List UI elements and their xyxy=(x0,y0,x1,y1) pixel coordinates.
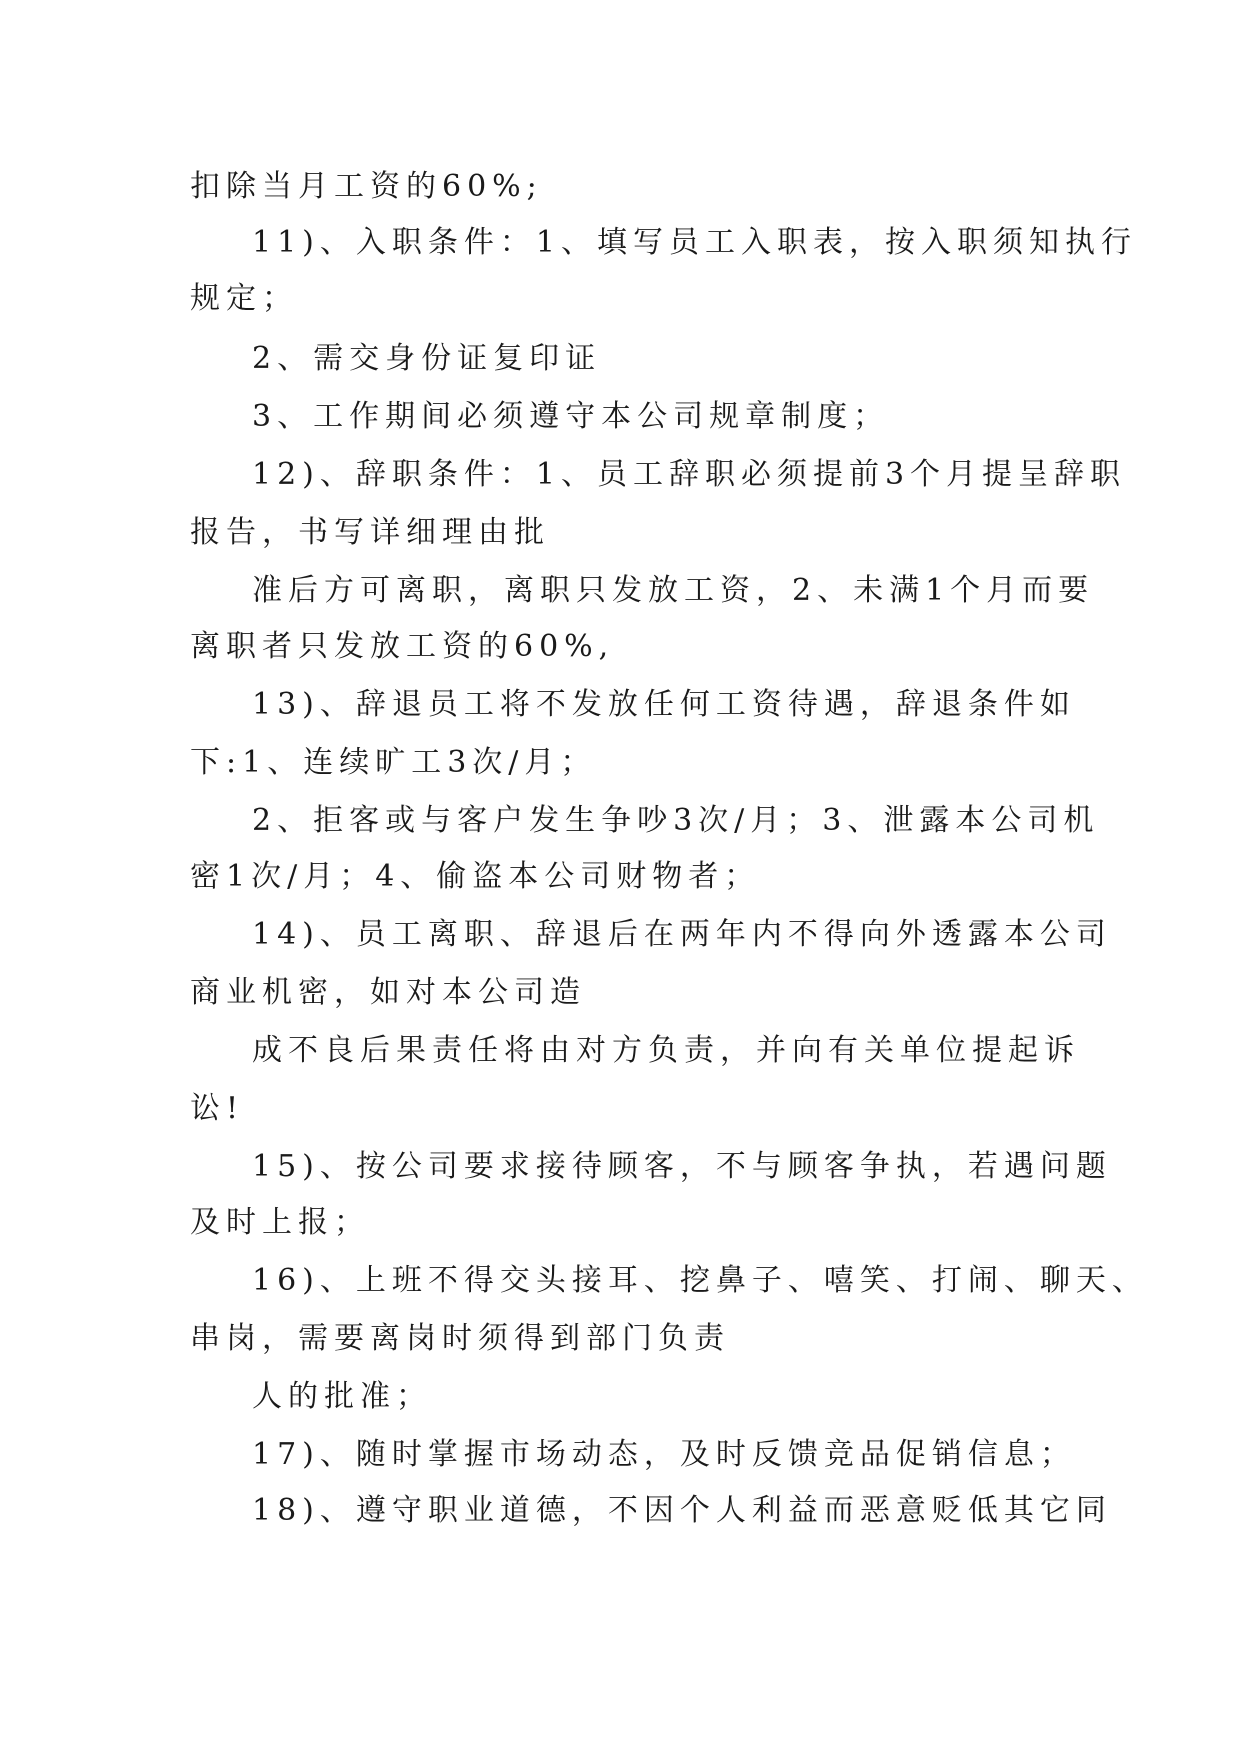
text-line: 15)、按公司要求接待顾客，不与顾客争执，若遇问题 xyxy=(252,1149,1112,1184)
text-line: 11)、入职条件：1、填写员工入职表，按入职须知执行 xyxy=(252,225,1137,260)
text-line: 及时上报； xyxy=(190,1205,370,1240)
text-line: 密1次/月；4、偷盗本公司财物者； xyxy=(190,859,761,894)
text-line: 下:1、连续旷工3次/月； xyxy=(190,745,597,780)
text-line: 2、拒客或与客户发生争吵3次/月；3、泄露本公司机 xyxy=(252,803,1100,838)
text-line: 准后方可离职，离职只发放工资，2、未满1个月而要 xyxy=(252,573,1095,608)
text-line: 17)、随时掌握市场动态，及时反馈竞品促销信息； xyxy=(252,1437,1076,1472)
text-line: 报告，书写详细理由批 xyxy=(190,515,550,550)
text-line: 12)、辞职条件：1、员工辞职必须提前3个月提呈辞职 xyxy=(252,457,1127,492)
text-line: 人的批准； xyxy=(252,1379,432,1414)
text-line: 规定； xyxy=(190,281,298,316)
text-line: 13)、辞退员工将不发放任何工资待遇，辞退条件如 xyxy=(252,687,1076,722)
text-line: 3、工作期间必须遵守本公司规章制度； xyxy=(252,399,890,434)
text-line: 讼! xyxy=(190,1091,245,1126)
text-line: 扣除当月工资的60%; xyxy=(190,169,543,204)
text-line: 14)、员工离职、辞退后在两年内不得向外透露本公司 xyxy=(252,917,1112,952)
text-line: 18)、遵守职业道德，不因个人利益而恶意贬低其它同 xyxy=(252,1493,1112,1528)
text-line: 商业机密，如对本公司造 xyxy=(190,975,586,1010)
text-line: 16)、上班不得交头接耳、挖鼻子、嘻笑、打闹、聊天、 xyxy=(252,1263,1148,1298)
text-line: 离职者只发放工资的60%, xyxy=(190,629,615,664)
text-line: 串岗，需要离岗时须得到部门负责 xyxy=(190,1321,730,1356)
text-line: 成不良后果责任将由对方负责，并向有关单位提起诉 xyxy=(252,1033,1080,1068)
text-line: 2、需交身份证复印证 xyxy=(252,341,602,376)
